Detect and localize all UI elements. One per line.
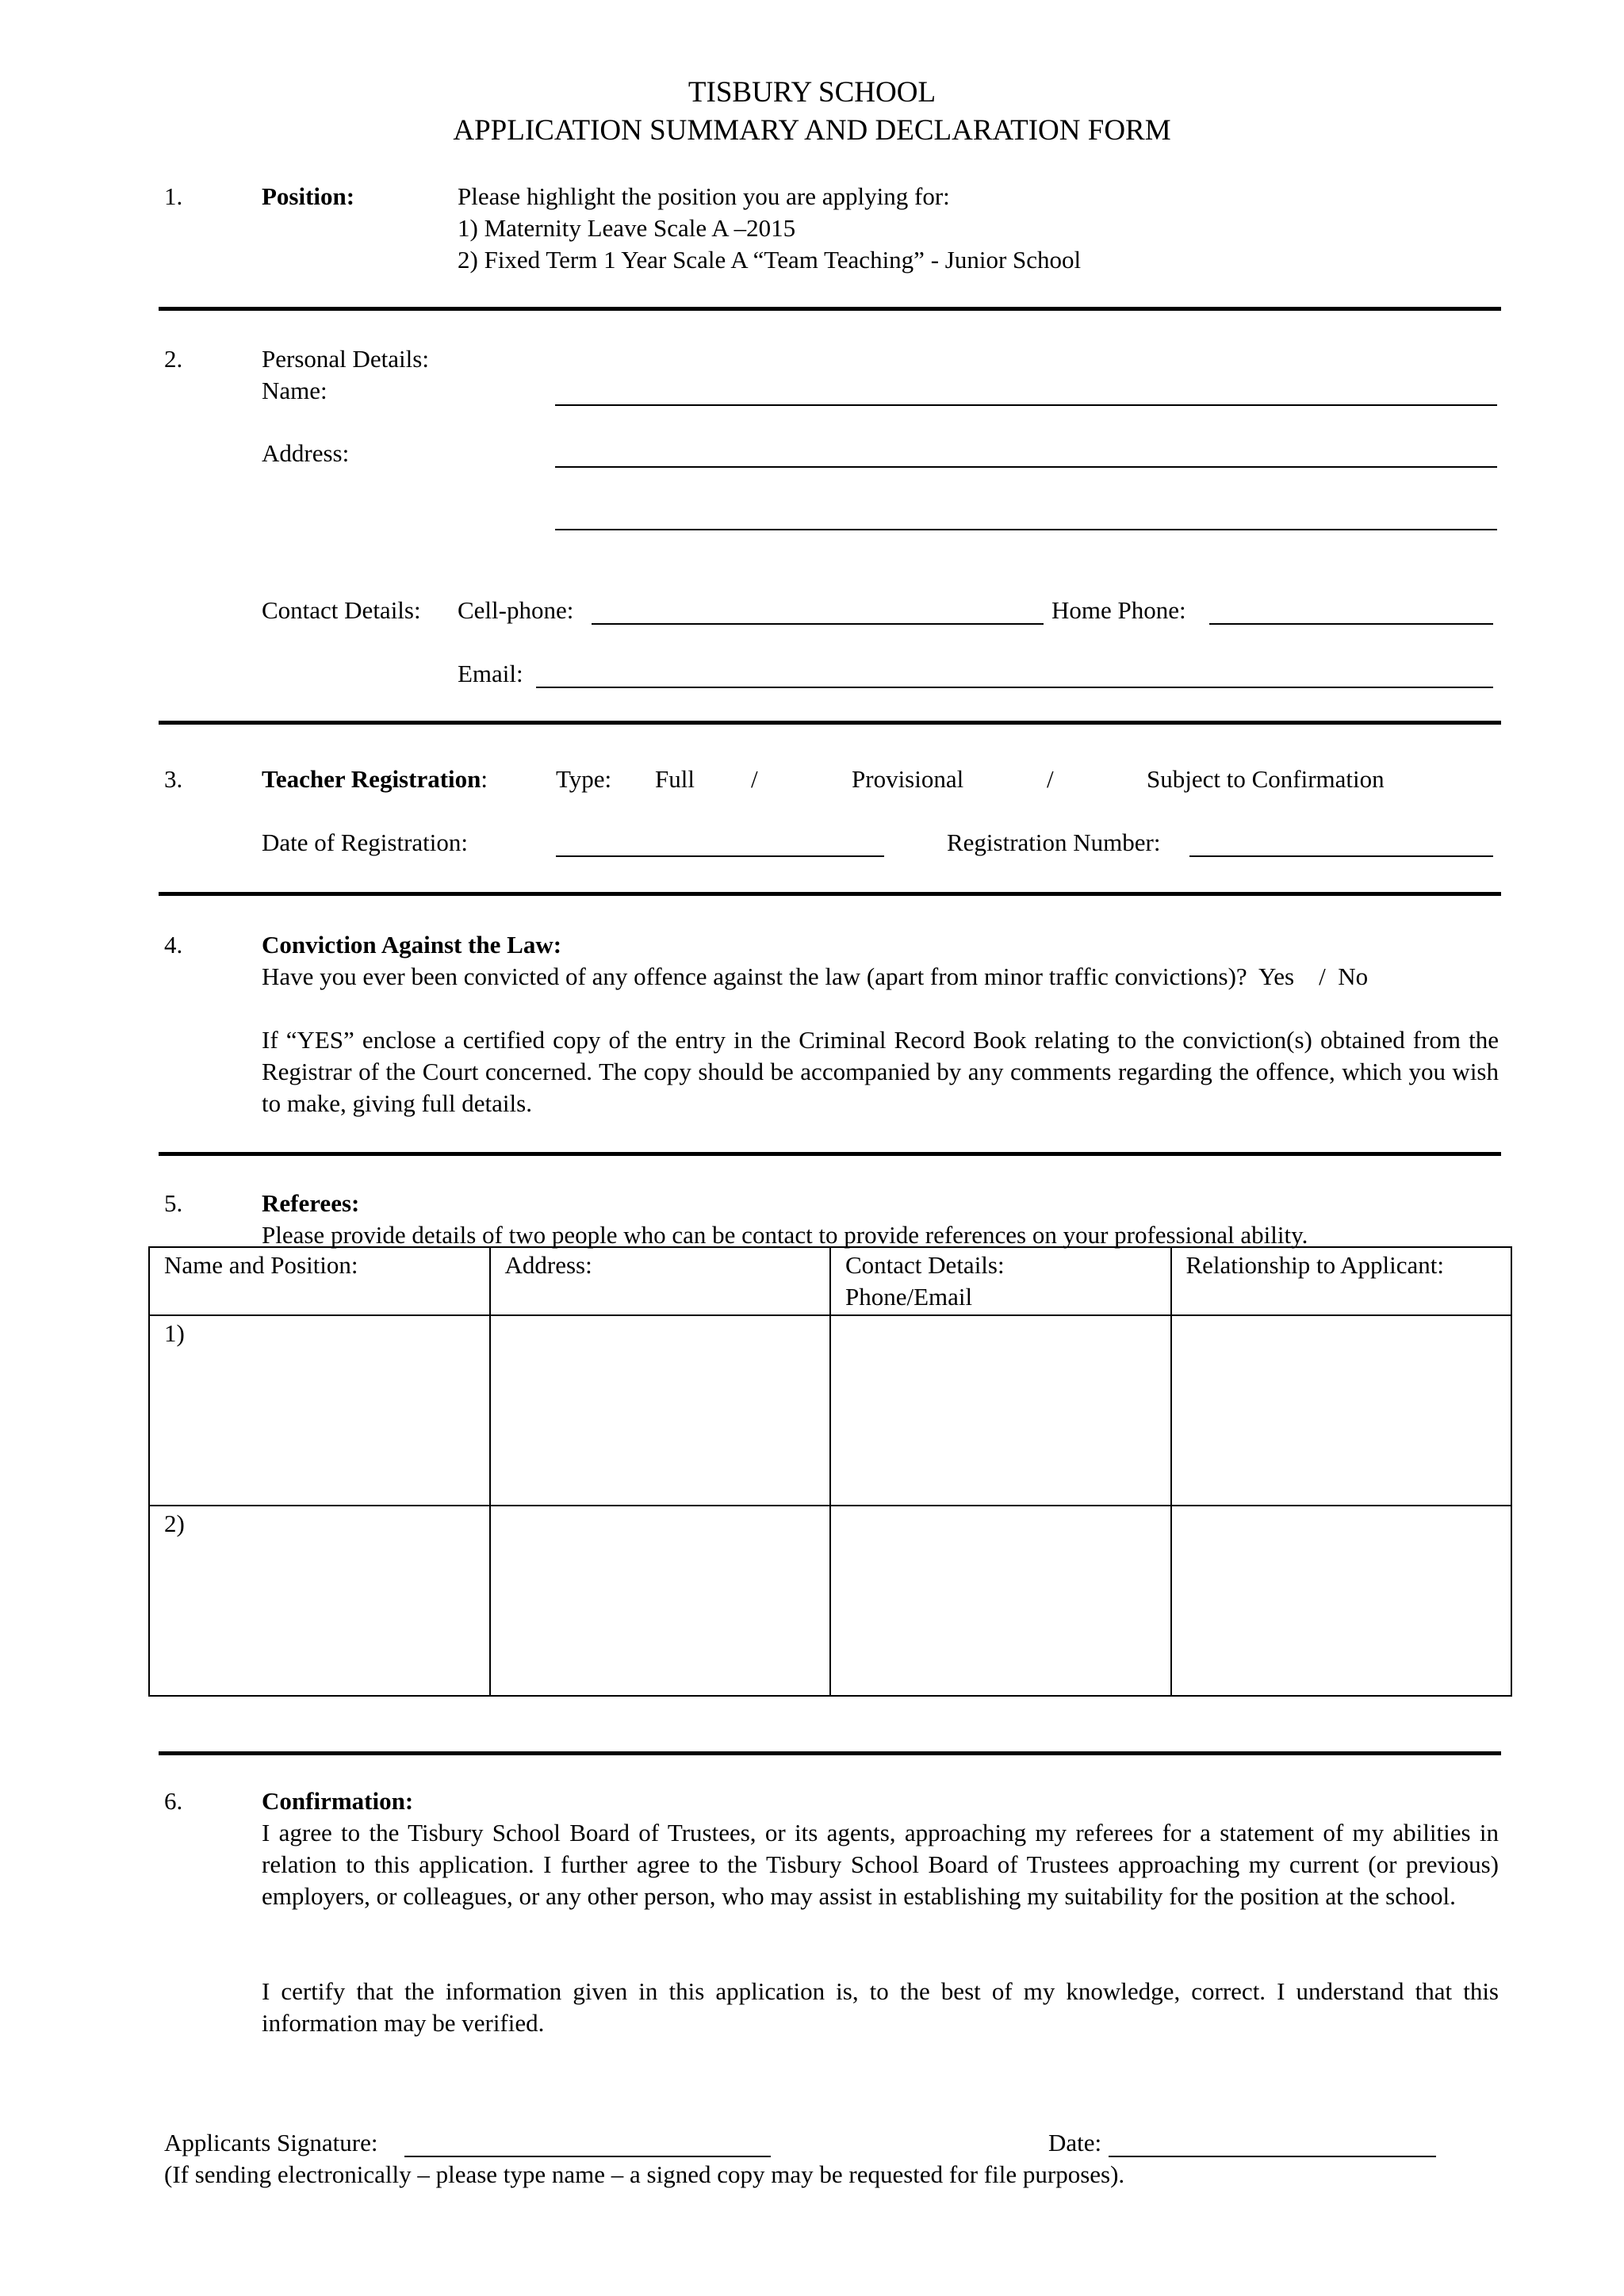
- conviction-yes-option[interactable]: Yes: [1258, 962, 1295, 990]
- section-5-number: 5.: [164, 1189, 183, 1217]
- referee-2-contact-cell[interactable]: [830, 1506, 1171, 1696]
- conviction-question: Have you ever been convicted of any offence against the law (apart from minor traffic convictions)? Yes / No: [262, 962, 1369, 990]
- separator: /: [1047, 765, 1054, 793]
- address-label: Address:: [262, 439, 350, 467]
- signature-field[interactable]: [404, 2156, 771, 2157]
- section-divider: [159, 1152, 1501, 1156]
- position-option-2[interactable]: 2) Fixed Term 1 Year Scale A “Team Teaching” - Junior School: [458, 246, 1082, 274]
- referee-2-address-cell[interactable]: [490, 1506, 831, 1696]
- separator: /: [751, 765, 758, 793]
- column-header-contact-details: Contact Details: Phone/Email: [830, 1247, 1171, 1315]
- referee-1-contact-cell[interactable]: [830, 1315, 1171, 1506]
- confirmation-paragraph-2: I certify that the information given in this application is, to the best of my knowledge, correct. I understand that this information may be verified.: [262, 1977, 1499, 2037]
- date-field[interactable]: [1109, 2156, 1436, 2157]
- column-header-relationship: Relationship to Applicant:: [1171, 1247, 1512, 1315]
- position-option-1[interactable]: 1) Maternity Leave Scale A –2015: [458, 214, 796, 242]
- section-divider: [159, 892, 1501, 896]
- address-field-line-1[interactable]: [555, 466, 1497, 468]
- home-phone-field[interactable]: [1209, 623, 1493, 625]
- referee-2-relationship-cell[interactable]: [1171, 1506, 1512, 1696]
- section-divider: [159, 307, 1501, 311]
- column-header-name-position: Name and Position:: [149, 1247, 490, 1315]
- section-3-label: Teacher Registration:: [262, 765, 488, 793]
- address-field-line-2[interactable]: [555, 529, 1497, 530]
- signature-label: Applicants Signature:: [164, 2129, 378, 2156]
- section-4-number: 4.: [164, 931, 183, 959]
- conviction-no-option[interactable]: No: [1338, 962, 1369, 990]
- registration-type-full[interactable]: Full: [655, 765, 695, 793]
- form-title: APPLICATION SUMMARY AND DECLARATION FORM: [453, 114, 1171, 147]
- section-4-label: Conviction Against the Law:: [262, 931, 562, 959]
- referee-1-name-cell[interactable]: 1): [149, 1315, 490, 1506]
- section-divider: [159, 721, 1501, 725]
- electronic-submission-note: (If sending electronically – please type name – a signed copy may be requested for file purposes).: [164, 2160, 1125, 2188]
- referee-1-relationship-cell[interactable]: [1171, 1315, 1512, 1506]
- confirmation-paragraph-1: I agree to the Tisbury School Board of Trustees, or its agents, approaching my referees for a statement of my abilities in relation to this application. I further agree to the Tisbury School Board of Trustees approaching my current (or previous) employers, or colleagues, or any other person, who may assist in establishing my suitability for the position at the school.: [262, 1819, 1499, 1910]
- section-6-label: Confirmation:: [262, 1787, 414, 1815]
- referee-2-name-cell[interactable]: 2): [149, 1506, 490, 1696]
- section-2-number: 2.: [164, 345, 183, 373]
- section-3-number: 3.: [164, 765, 183, 793]
- registration-number-label: Registration Number:: [947, 828, 1161, 856]
- cell-phone-label: Cell-phone:: [458, 596, 574, 624]
- conviction-note: If “YES” enclose a certified copy of the entry in the Criminal Record Book relating to the conviction(s) obtained from the Registrar of the Court concerned. The copy should be accompanied by any comments regarding the offence, which you wish to make, giving full details.: [262, 1026, 1499, 1117]
- date-of-registration-field[interactable]: [556, 855, 884, 857]
- referees-instruction: Please provide details of two people who can be contact to provide references on your professional ability.: [262, 1221, 1308, 1249]
- section-2-label: Personal Details:: [262, 345, 429, 373]
- contact-details-label: Contact Details:: [262, 596, 421, 624]
- name-field[interactable]: [555, 404, 1497, 406]
- referee-1-address-cell[interactable]: [490, 1315, 831, 1506]
- date-label: Date:: [1048, 2129, 1102, 2156]
- section-1-number: 1.: [164, 182, 183, 210]
- position-instruction: Please highlight the position you are applying for:: [458, 182, 950, 210]
- registration-type-label: Type:: [556, 765, 612, 793]
- email-label: Email:: [458, 660, 523, 687]
- registration-type-subject-to-confirmation[interactable]: Subject to Confirmation: [1147, 765, 1385, 793]
- table-header-row: [149, 1247, 1511, 1315]
- registration-type-provisional[interactable]: Provisional: [852, 765, 964, 793]
- name-label: Name:: [262, 377, 327, 404]
- referees-table: [148, 1246, 1512, 1697]
- cell-phone-field[interactable]: [592, 623, 1044, 625]
- registration-number-field[interactable]: [1189, 855, 1493, 857]
- date-of-registration-label: Date of Registration:: [262, 828, 468, 856]
- column-header-address: Address:: [490, 1247, 831, 1315]
- table-row: [149, 1506, 1511, 1696]
- school-name: TISBURY SCHOOL: [688, 76, 936, 109]
- section-5-label: Referees:: [262, 1189, 360, 1217]
- home-phone-label: Home Phone:: [1051, 596, 1186, 624]
- table-row: [149, 1315, 1511, 1506]
- section-6-number: 6.: [164, 1787, 183, 1815]
- email-field[interactable]: [536, 687, 1493, 688]
- section-1-label: Position:: [262, 182, 355, 210]
- section-divider: [159, 1751, 1501, 1755]
